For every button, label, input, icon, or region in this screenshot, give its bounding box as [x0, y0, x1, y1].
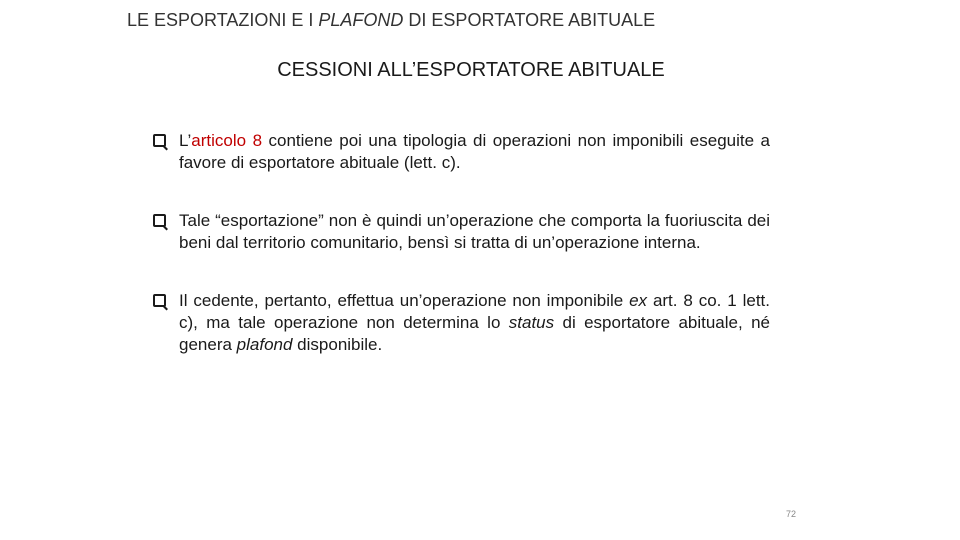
bullet-2-text: Tale “esportazione” non è quindi un’operazione che comporta la fuoriuscita dei beni dal territorio comunitario, bensì si tratta di un’operazione interna. [179, 211, 770, 252]
bullet-item-1 [150, 130, 770, 174]
bullet-3-italic-status: status [508, 313, 555, 332]
bullet-item-2 [150, 210, 770, 254]
header-text-2: DI ESPORTATORE ABITUALE [403, 10, 656, 30]
bullet-1-text-b: contiene poi una tipologia di operazioni non imponibili eseguite a favore di esportatore abituale (lett. c). [179, 131, 770, 172]
article-8-link[interactable]: articolo 8 [191, 131, 263, 150]
bullet-3-text-b: art. 8 co. 1 lett. c), ma tale operazione non determina lo [179, 291, 771, 332]
page-number: 72 [786, 509, 797, 519]
header-text-italic: PLAFOND [318, 10, 404, 30]
bullet-3-text-d: disponibile. [292, 335, 383, 354]
bullet-1-text-a: L’ [179, 131, 192, 150]
slide-header [127, 10, 655, 31]
bullet-3-text-a: Il cedente, pertanto, effettua un’operazione non imponibile [179, 291, 630, 310]
bullet-item-3 [150, 290, 770, 356]
checkbox-square-icon [153, 214, 166, 227]
checkbox-square-icon [153, 294, 166, 307]
checkbox-square-icon [153, 134, 166, 147]
bullet-3-italic-ex: ex [629, 291, 648, 310]
bullet-3-text-c: di esportatore abituale, né genera [179, 313, 770, 354]
header-text-1: LE ESPORTAZIONI E I [127, 10, 319, 30]
slide-subtitle: CESSIONI ALL’ESPORTATORE ABITUALE [277, 59, 665, 81]
bullet-list [150, 130, 770, 356]
bullet-3-italic-plafond: plafond [236, 335, 293, 354]
